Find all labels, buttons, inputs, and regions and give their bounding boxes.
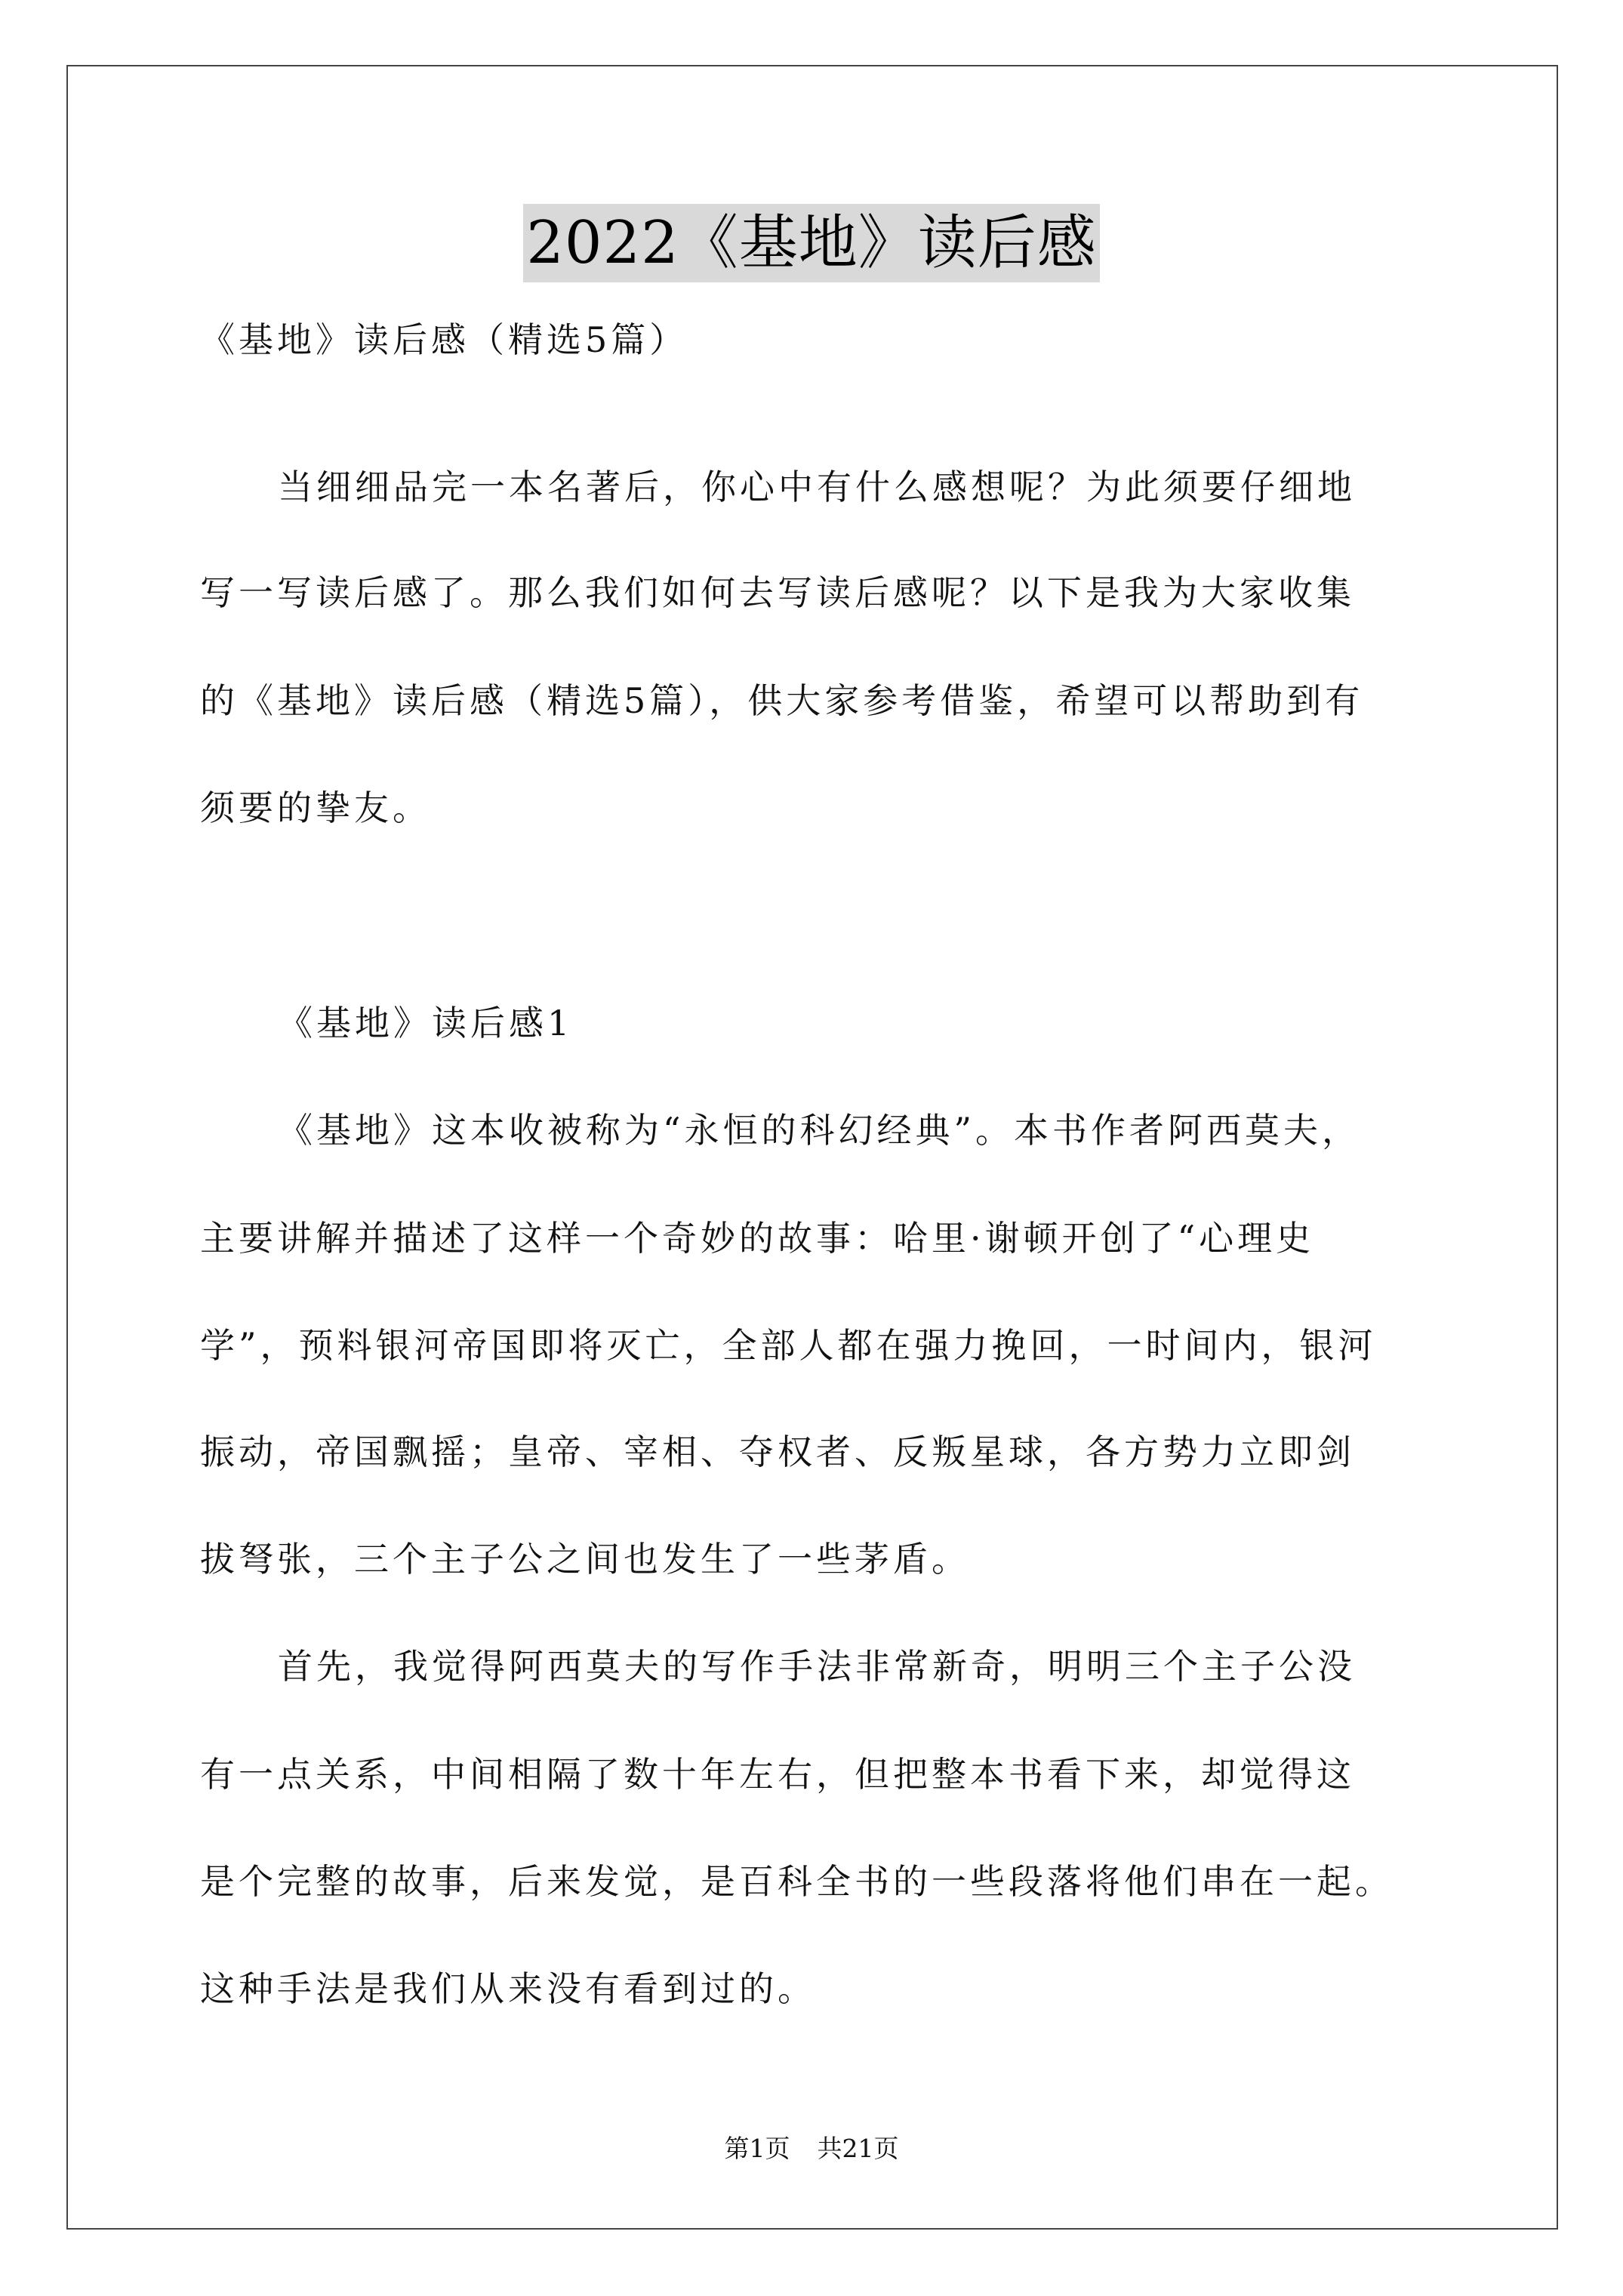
paragraph1-line-5: 拔弩张，三个主子公之间也发生了一些茅盾。 bbox=[200, 1539, 970, 1579]
document-title: 2022《基地》读后感 bbox=[523, 204, 1100, 282]
page-footer bbox=[0, 2134, 1623, 2164]
paragraph2-line-2: 有一点关系，中间相隔了数十年左右，但把整本书看下来，却觉得这 bbox=[200, 1754, 1355, 1795]
page-number: 第1页 bbox=[724, 2134, 790, 2163]
paragraph1-line-2: 主要讲解并描述了这样一个奇妙的故事：哈里·谢顿开创了“心理史 bbox=[200, 1218, 1315, 1259]
paragraph2-line-4: 这种手法是我们从来没有看到过的。 bbox=[200, 1968, 816, 2009]
paragraph2-line-1: 首先，我觉得阿西莫夫的写作手法非常新奇，明明三个主子公没 bbox=[278, 1646, 1356, 1687]
document-subtitle: 《基地》读后感（精选5篇） bbox=[200, 319, 688, 360]
paragraph2-line-3: 是个完整的故事，后来发觉，是百科全书的一些段落将他们串在一起。 bbox=[200, 1861, 1394, 1902]
intro-line-1: 当细细品完一本名著后，你心中有什么感想呢？为此须要仔细地 bbox=[278, 467, 1356, 507]
intro-line-2: 写一写读后感了。那么我们如何去写读后感呢？以下是我为大家收集 bbox=[200, 572, 1355, 613]
paragraph1-line-4: 振动，帝国飘摇；皇帝、宰相、夺权者、反叛星球，各方势力立即剑 bbox=[200, 1432, 1355, 1472]
intro-line-3: 的《基地》读后感（精选5篇），供大家参考借鉴，希望可以帮助到有 bbox=[200, 680, 1364, 721]
paragraph1-line-1: 《基地》这本收被称为“永恒的科幻经典”。本书作者阿西莫夫， bbox=[278, 1110, 1361, 1151]
section-heading: 《基地》读后感1 bbox=[278, 1003, 574, 1043]
paragraph1-line-3: 学”，预料银河帝国即将灭亡，全部人都在强力挽回，一时间内，银河 bbox=[200, 1325, 1377, 1366]
title-container bbox=[0, 204, 1623, 282]
page-total: 共21页 bbox=[817, 2134, 899, 2163]
intro-line-4: 须要的挚友。 bbox=[200, 787, 431, 828]
